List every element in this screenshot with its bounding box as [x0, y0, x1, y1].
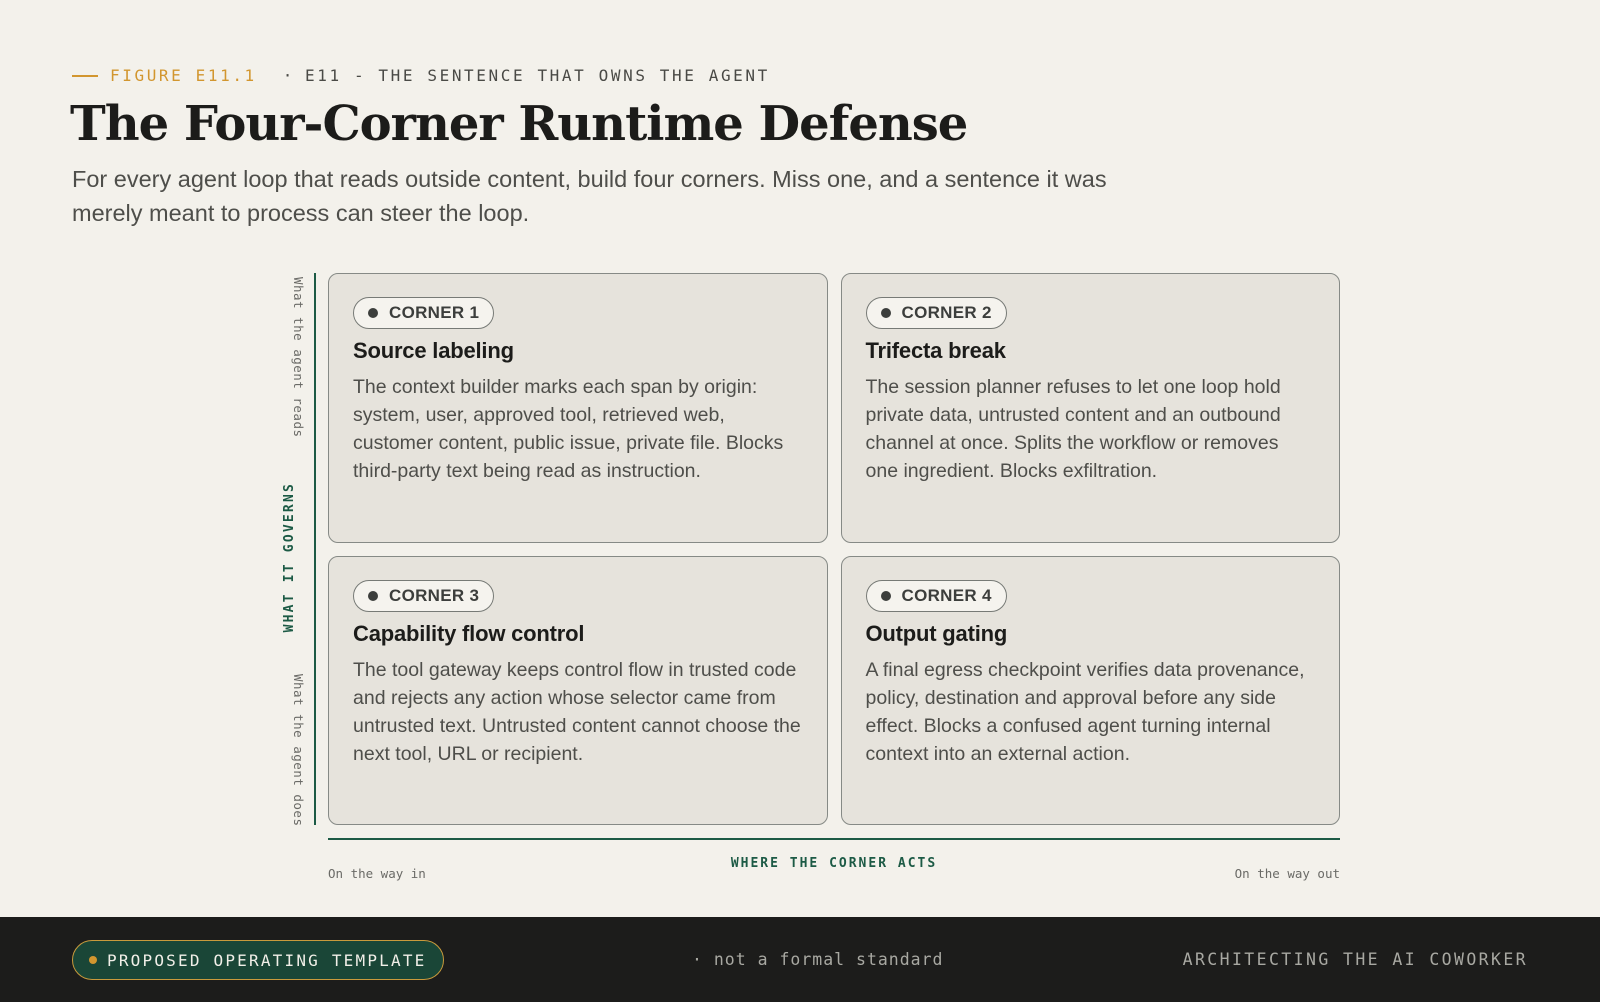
episode-label: E11 - THE SENTENCE THAT OWNS THE AGENT: [305, 66, 770, 85]
bullet-dot-icon: [881, 591, 891, 601]
page-subtitle: For every agent loop that reads outside content, build four corners. Miss one, and a sentence it was merely meant to process can steer the loop.: [72, 166, 1107, 226]
figure-eyebrow: [72, 66, 770, 85]
corner-description: The context builder marks each span by origin: system, user, approved tool, retrieved web, customer content, public issue, private file. Blocks third-party text being read as instruction.: [353, 376, 784, 482]
vertical-axis-title: WHAT IT GOVERNS: [282, 482, 297, 633]
vertical-axis-line: [314, 273, 316, 825]
horizontal-axis-right-label: On the way out: [1234, 866, 1340, 881]
corner-badge-label: CORNER 2: [901, 303, 992, 322]
bullet-dot-icon: [368, 591, 378, 601]
eyebrow-rule: [72, 75, 98, 77]
corner-badge: [353, 297, 494, 329]
corner-title: Capability flow control: [353, 620, 585, 646]
corner-title: Source labeling: [353, 338, 514, 363]
corner-card-4: [841, 556, 1341, 826]
corner-description: The session planner refuses to let one loop hold private data, untrusted content and an outbound channel at once. Splits the workflow or removes one ingredient. Blocks exfiltration.: [865, 376, 1281, 482]
footer-brand: ARCHITECTING THE AI COWORKER: [1182, 950, 1528, 969]
corner-card-1: [328, 273, 828, 543]
corner-badge-label: CORNER 4: [901, 585, 992, 605]
horizontal-axis-line: [328, 838, 1340, 840]
horizontal-axis-title: WHERE THE CORNER ACTS: [730, 856, 938, 871]
corner-badge: [866, 580, 1007, 612]
corner-card-2: [841, 273, 1341, 543]
vertical-axis-bottom-label: What the agent does: [291, 674, 306, 827]
corner-grid: [328, 273, 1340, 825]
corner-badge-label: CORNER 3: [389, 585, 480, 605]
footer-bar: [0, 917, 1600, 1002]
bullet-dot-icon: [89, 956, 97, 964]
corner-badge-label: CORNER 1: [389, 303, 480, 322]
corner-badge: [866, 297, 1007, 329]
vertical-axis-top-label: What the agent reads: [291, 277, 306, 438]
corner-badge: [353, 580, 494, 612]
footer-note: · not a formal standard: [692, 950, 944, 969]
corner-card-3: [328, 556, 828, 826]
page-title: The Four-Corner Runtime Defense: [70, 96, 968, 152]
figure-label: FIGURE E11.1: [110, 66, 257, 85]
bullet-dot-icon: [368, 308, 378, 318]
template-badge-label: PROPOSED OPERATING TEMPLATE: [107, 950, 427, 970]
eyebrow-separator: ·: [282, 66, 296, 85]
horizontal-axis-left-label: On the way in: [328, 866, 426, 881]
corner-title: Trifecta break: [865, 338, 1006, 363]
corner-title: Output gating: [865, 620, 1008, 646]
template-badge: [72, 940, 444, 980]
bullet-dot-icon: [881, 308, 891, 318]
corner-description: The tool gateway keeps control flow in trusted code and rejects any action whose selector came from untrusted text. Untrusted content cannot choose the next tool, URL or recipient.: [353, 658, 801, 765]
corner-description: A final egress checkpoint verifies data provenance, policy, destination and approval before any side effect. Blocks a confused agent turning internal context into an external action.: [865, 658, 1305, 765]
